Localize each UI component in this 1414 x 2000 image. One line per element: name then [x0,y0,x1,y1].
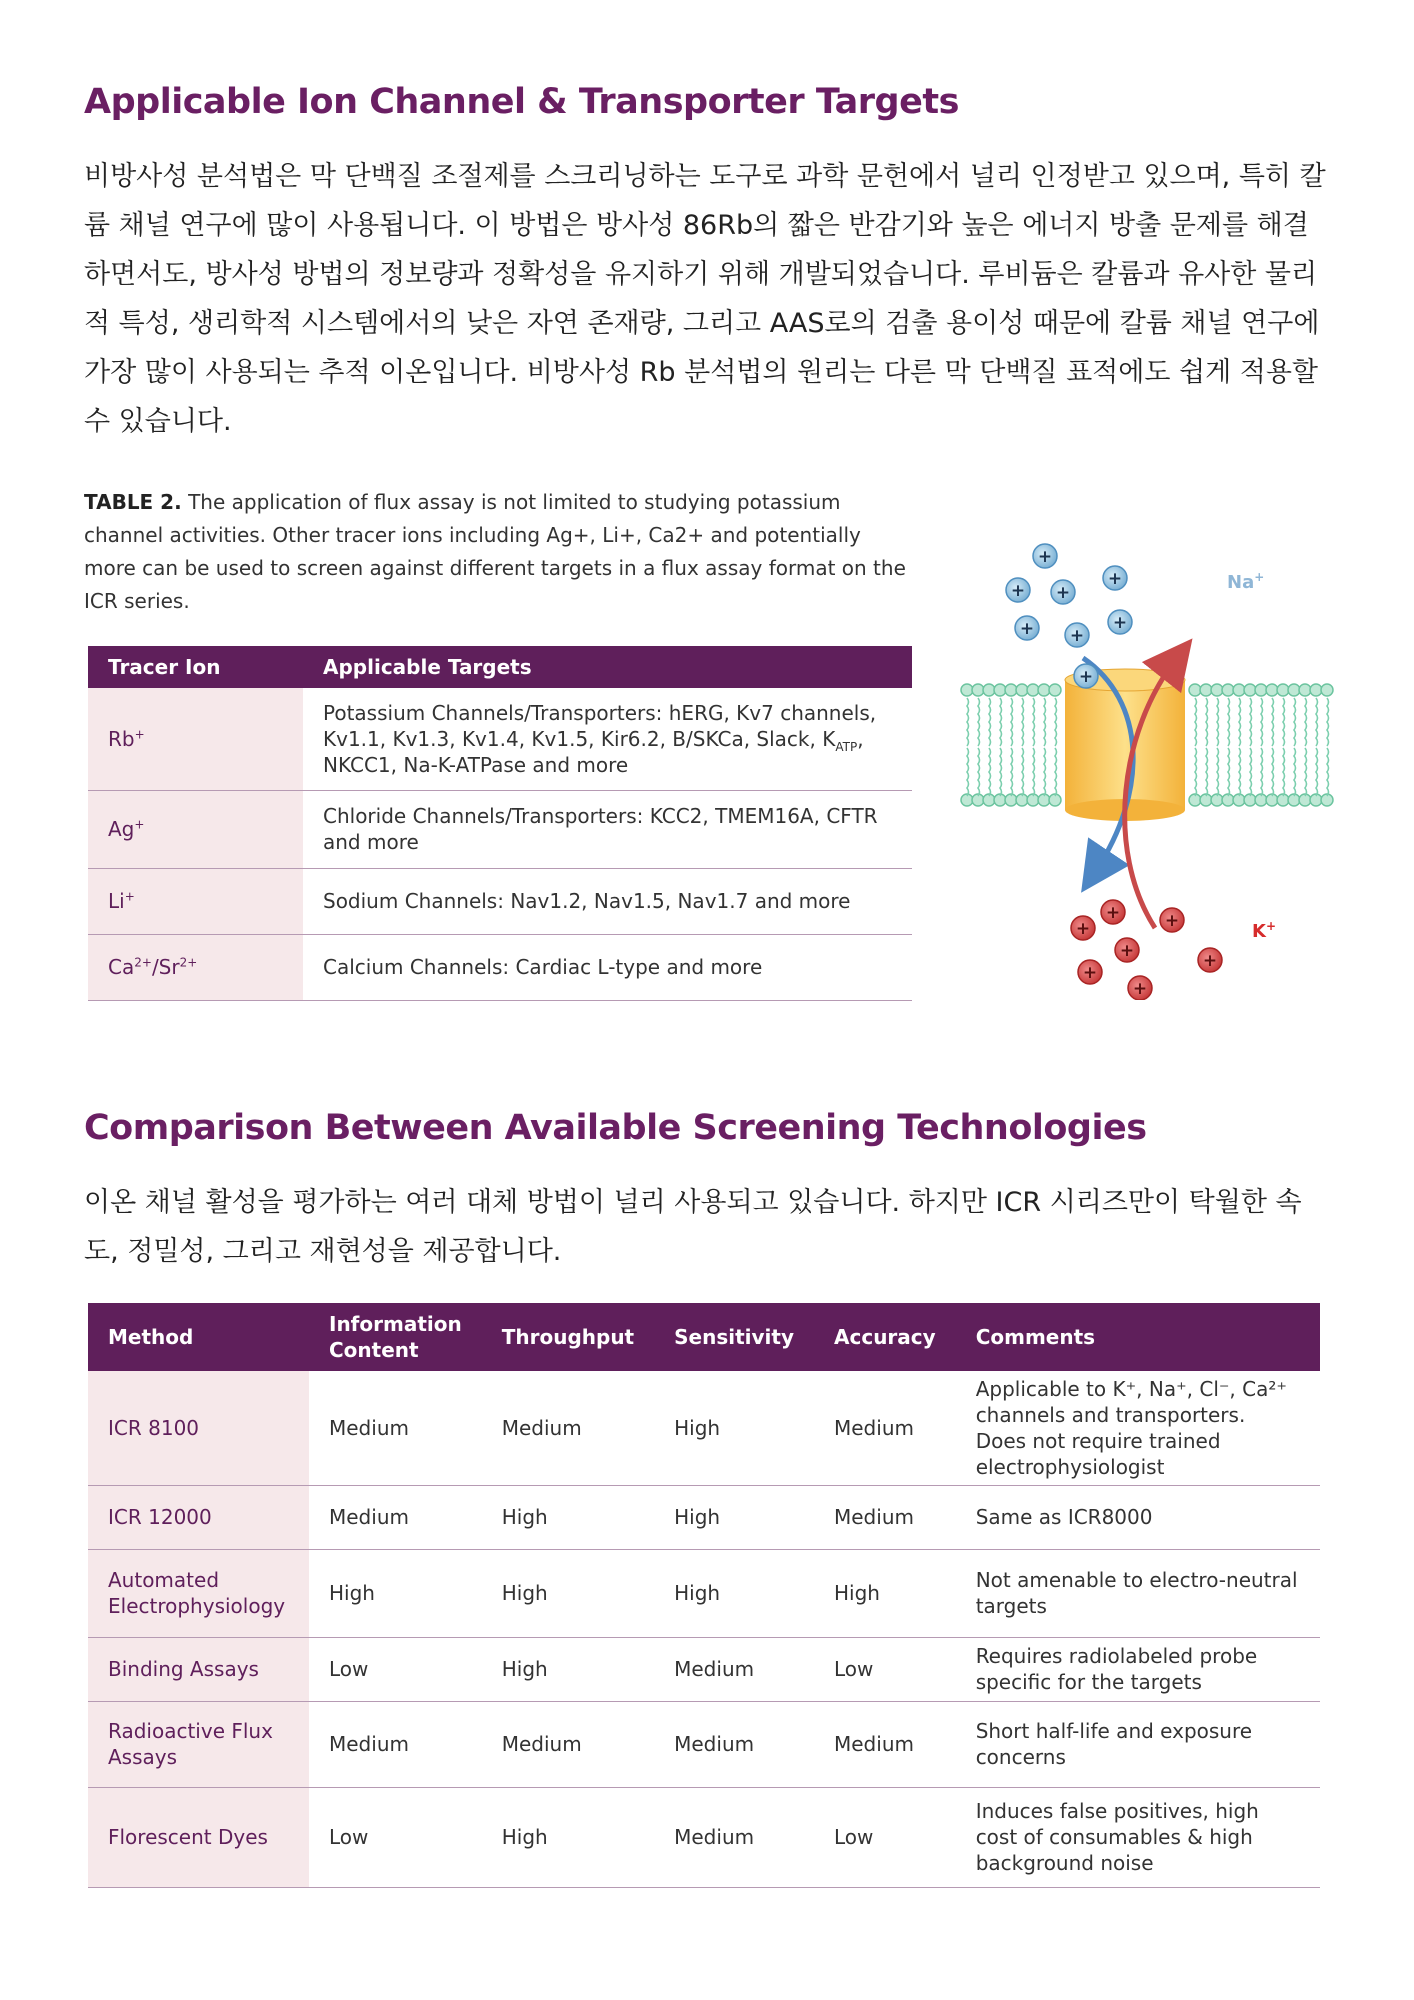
section-title-targets: Applicable Ion Channel & Transporter Targets [84,82,959,122]
lipid-tail [1327,698,1329,746]
svg-text:+: + [1055,583,1071,603]
method-cell: Binding Assays [88,1637,309,1701]
lipid-tail [978,748,980,796]
table-row [88,868,912,934]
ion-label: Ca [108,955,135,979]
header-tracer-ion: Tracer Ion [88,646,303,688]
lipid-head [1005,684,1017,696]
sensitivity-cell: High [654,1485,814,1549]
tracer-ion-cell [88,790,303,868]
lipid-tail [1294,748,1296,796]
lipid-tail [1228,748,1230,796]
table-row [88,934,912,1000]
lipid-tail [1195,748,1197,796]
lipid-head [1310,684,1322,696]
table-row [88,688,912,790]
table-row [88,1549,1320,1637]
ion-charge-2: 2+ [179,955,198,970]
header-applicable-targets: Applicable Targets [303,646,912,688]
ion-label: Ag [108,817,135,841]
svg-text:+: + [1078,667,1094,687]
table2-caption-text: The application of flux assay is not limited to studying potassium channel activities. Other tracer ions including Ag+, Li+, Ca2+ and potentially more can be used to screen against different targets in a flux assay format on the ICR series. [84,490,906,613]
table-row [88,1485,1320,1549]
potassium-ion [1115,938,1139,962]
ion-charge: + [134,727,145,742]
ion-label: Rb [108,726,135,751]
lipid-tail [1261,748,1263,796]
ion-charge: + [124,889,135,904]
tracer-ion-cell [88,868,303,934]
header-information-content: Information Content [309,1303,482,1371]
lipid-head [1266,684,1278,696]
header-method: Method [88,1303,309,1371]
table2-caption [84,486,914,618]
lipid-tail [1250,698,1252,746]
sensitivity-cell: High [654,1549,814,1637]
sodium-ion [1108,610,1132,634]
table2-caption-label: TABLE 2. [84,490,182,514]
potassium-ion [1071,916,1095,940]
potassium-ion [1160,908,1184,932]
sodium-ion [1065,623,1089,647]
lipid-tail [1055,748,1057,796]
lipid-head [1277,684,1289,696]
targets-cell: Sodium Channels: Nav1.2, Nav1.5, Nav1.7 and more [303,868,912,934]
accuracy-cell: Medium [814,1701,956,1787]
tracer-ion-cell [88,934,303,1000]
method-cell: ICR 8100 [88,1371,309,1485]
lipid-head [1049,684,1061,696]
lipid-tail [1033,698,1035,746]
ion-channel-diagram [955,530,1335,1000]
lipid-tail [1217,698,1219,746]
accuracy-cell: High [814,1549,956,1637]
header-comments: Comments [956,1303,1320,1371]
lipid-bilayer-left [961,684,1061,806]
svg-text:+: + [1132,979,1148,999]
lipid-head [994,684,1006,696]
svg-text:+: + [1019,619,1035,639]
potassium-ion [1198,948,1222,972]
sensitivity-cell: Medium [654,1701,814,1787]
svg-text:+: + [1107,569,1123,589]
information-cell: Medium [309,1371,482,1485]
lipid-tail [1272,698,1274,746]
lipid-tail [978,698,980,746]
header-throughput: Throughput [482,1303,654,1371]
information-cell: Low [309,1787,482,1887]
table-row [88,790,912,868]
lipid-tail [1206,698,1208,746]
ion-label-2: /Sr [151,955,180,979]
throughput-cell: Medium [482,1701,654,1787]
ion-label: Li [108,889,125,913]
lipid-head [972,684,984,696]
method-cell: Radioactive Flux Assays [88,1701,309,1787]
targets-cell [303,688,912,790]
comments-cell: Requires radiolabeled probe specific for the targets [956,1637,1320,1701]
sodium-ion [1074,664,1098,688]
svg-text:+: + [1105,903,1121,923]
lipid-tail [1316,698,1318,746]
method-cell: ICR 12000 [88,1485,309,1549]
lipid-tail [1000,748,1002,796]
svg-text:+: + [1164,911,1180,931]
sodium-ion [1006,578,1030,602]
lipid-tail [1305,748,1307,796]
lipid-tail [1000,698,1002,746]
table-row [88,1787,1320,1887]
sodium-ions [1006,544,1132,688]
intro-paragraph: 비방사성 분석법은 막 단백질 조절제를 스크리닝하는 도구로 과학 문헌에서 널리 인정받고 있으며, 특히 칼륨 채널 연구에 많이 사용됩니다. 이 방법은 방사성 86Rb의 짧은 반감기와 높은 에너지 방출 문제를 해결하면서도, 방사성 방법의 정보량과 정확성을 유지하기 위해 개발되었습니다. 루비듐은 칼륨과 유사한 물리적 특성, 생리학적 시스템에서의 낮은 자연 존재량, 그리고 AAS로의 검출 용이성 때문에 칼륨 채널 연구에 가장 많이 사용되는 추적 이온입니다. 비방사성 Rb 분석법의 원리는 다른 막 단백질 표적에도 쉽게 적용할 수 있습니다. [84,161,1326,437]
information-cell: High [309,1549,482,1637]
svg-text:+: + [1010,581,1026,601]
lipid-head [1233,684,1245,696]
information-cell: Low [309,1637,482,1701]
lipid-tail [967,748,969,796]
lipid-tail [1327,748,1329,796]
targets-subscript: ATP [835,739,858,754]
accuracy-cell: Low [814,1637,956,1701]
comments-cell: Not amenable to electro-neutral targets [956,1549,1320,1637]
information-cell: Medium [309,1701,482,1787]
lipid-head [961,684,973,696]
lipid-tail [1294,698,1296,746]
potassium-ion [1078,960,1102,984]
svg-text:+: + [1082,963,1098,983]
sensitivity-cell: High [654,1371,814,1485]
k-ion-label: K+ [1252,919,1277,942]
ion-charge: + [134,817,145,832]
tracer-ion-table [88,646,912,1001]
targets-text-tail: , NKCC1, Na-K-ATPase and more [323,726,864,777]
lipid-head [1255,684,1267,696]
comments-cell: Short half-life and exposure concerns [956,1701,1320,1787]
lipid-head [1244,684,1256,696]
lipid-tail [1283,698,1285,746]
accuracy-cell: Medium [814,1371,956,1485]
svg-text:+: + [1112,613,1128,633]
lipid-tail [1239,698,1241,746]
sensitivity-cell: Medium [654,1637,814,1701]
svg-text:+: + [1069,626,1085,646]
lipid-tail [1011,698,1013,746]
table-row [88,1371,1320,1485]
header-sensitivity: Sensitivity [654,1303,814,1371]
throughput-cell: High [482,1485,654,1549]
lipid-tail [1217,748,1219,796]
lipid-tail [1228,698,1230,746]
svg-text:+: + [1202,951,1218,971]
throughput-cell: Medium [482,1371,654,1485]
lipid-tail [967,698,969,746]
sodium-ion [1103,566,1127,590]
targets-text: Potassium Channels/Transporters: hERG, Kv7 channels, Kv1.1, Kv1.3, Kv1.4, Kv1.5, Kir6.2, B/SKCa, Slack, K [323,700,877,751]
lipid-tail [1283,748,1285,796]
lipid-tail [1305,698,1307,746]
lipid-head [1016,684,1028,696]
lipid-tail [1044,698,1046,746]
lipid-tail [1272,748,1274,796]
svg-text:+: + [1119,941,1135,961]
lipid-tail [1055,698,1057,746]
sodium-ion [1033,544,1057,568]
lipid-head [1200,684,1212,696]
lipid-tail [1033,748,1035,796]
table-row [88,1701,1320,1787]
lipid-tail [1250,748,1252,796]
lipid-head [1321,684,1333,696]
targets-cell: Calcium Channels: Cardiac L-type and more [303,934,912,1000]
lipid-head [1038,684,1050,696]
sodium-ion [1015,616,1039,640]
throughput-cell: High [482,1637,654,1701]
lipid-tail [1044,748,1046,796]
accuracy-cell: Medium [814,1485,956,1549]
lipid-tail [1011,748,1013,796]
accuracy-cell: Low [814,1787,956,1887]
method-cell: Automated Electrophysiology [88,1549,309,1637]
comments-cell: Same as ICR8000 [956,1485,1320,1549]
sensitivity-cell: Medium [654,1787,814,1887]
lipid-head [1288,684,1300,696]
svg-text:+: + [1037,547,1053,567]
method-cell: Florescent Dyes [88,1787,309,1887]
lipid-head [1189,684,1201,696]
lipid-tail [1022,748,1024,796]
targets-cell: Chloride Channels/Transporters: KCC2, TMEM16A, CFTR and more [303,790,912,868]
comparison-table [88,1303,1320,1888]
ion-charge: 2+ [134,955,152,970]
lipid-tail [1195,698,1197,746]
sodium-ion [1051,580,1075,604]
lipid-bilayer-right [1189,684,1333,806]
header-accuracy: Accuracy [814,1303,956,1371]
lipid-head [1299,684,1311,696]
lipid-tail [1206,748,1208,796]
comments-cell: Induces false positives, high cost of consumables & high background noise [956,1787,1320,1887]
lipid-tail [1022,698,1024,746]
comparison-paragraph: 이온 채널 활성을 평가하는 여러 대체 방법이 널리 사용되고 있습니다. 하지만 ICR 시리즈만이 탁월한 속도, 정밀성, 그리고 재현성을 제공합니다. [84,1187,1302,1267]
lipid-head [1211,684,1223,696]
table-row [88,1637,1320,1701]
lipid-tail [989,748,991,796]
svg-text:+: + [1075,919,1091,939]
tracer-ion-cell [88,688,303,790]
lipid-head [1027,684,1039,696]
lipid-head [1222,684,1234,696]
throughput-cell: High [482,1787,654,1887]
lipid-tail [1316,748,1318,796]
section-title-comparison: Comparison Between Available Screening Technologies [84,1108,1147,1148]
na-ion-label: Na+ [1227,570,1265,593]
comments-cell: Applicable to K⁺, Na⁺, Cl⁻, Ca²⁺ channels and transporters. Does not require trained electrophysiologist [956,1371,1320,1485]
lipid-tail [1239,748,1241,796]
lipid-tail [1261,698,1263,746]
throughput-cell: High [482,1549,654,1637]
potassium-ion [1128,976,1152,1000]
potassium-ion [1101,900,1125,924]
lipid-tail [989,698,991,746]
information-cell: Medium [309,1485,482,1549]
lipid-head [983,684,995,696]
